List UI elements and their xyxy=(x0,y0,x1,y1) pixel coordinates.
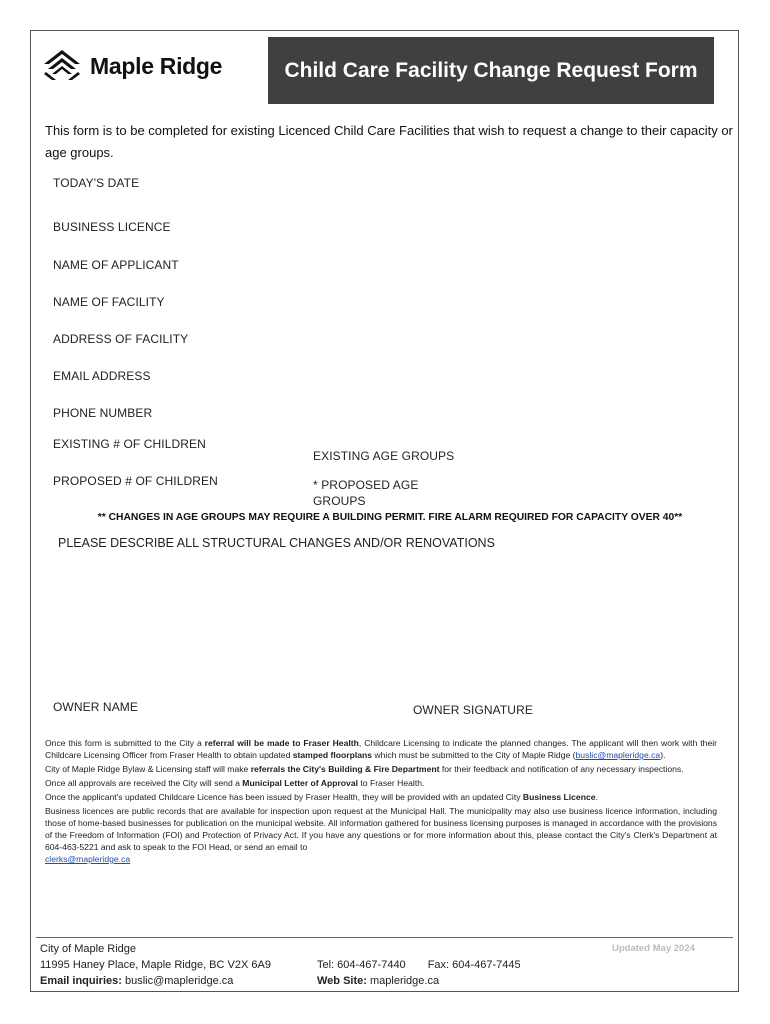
address-of-facility-label: ADDRESS OF FACILITY xyxy=(53,332,189,346)
name-of-facility-label: NAME OF FACILITY xyxy=(53,295,165,309)
name-of-applicant-label: NAME OF APPLICANT xyxy=(53,258,179,272)
footer-contact-block xyxy=(317,957,521,989)
owner-signature-label: OWNER SIGNATURE xyxy=(413,703,533,717)
footer-org: City of Maple Ridge xyxy=(40,943,136,955)
buslic-email-link[interactable]: buslic@mapleridge.ca xyxy=(575,750,661,760)
form-title: Child Care Facility Change Request Form xyxy=(268,37,714,104)
footer-address: 11995 Haney Place, Maple Ridge, BC V2X 6A9 xyxy=(40,959,271,971)
owner-name-label: OWNER NAME xyxy=(53,700,138,714)
describe-changes-label: PLEASE DESCRIBE ALL STRUCTURAL CHANGES AND/OR RENOVATIONS xyxy=(58,536,495,550)
footer-website: Web Site: mapleridge.ca xyxy=(317,975,440,987)
todays-date-label: TODAY'S DATE xyxy=(53,176,140,190)
existing-children-label: EXISTING # OF CHILDREN xyxy=(53,437,206,451)
note-departments: City of Maple Ridge Bylaw & Licensing staff will make referrals the City's Building & Fire Department for their feedback and notification of any necessary inspections. xyxy=(45,764,684,774)
maple-ridge-logo xyxy=(42,48,222,84)
proposed-children-label: PROPOSED # OF CHILDREN xyxy=(53,474,218,488)
footer-divider xyxy=(36,937,733,938)
note-referral: Once this form is submitted to the City a referral will be made to Fraser Health, Childcare Licensing to indicate the planned changes. The applicant will then work with their Childcare Licensing Officer from Fraser Health to obtain updated stamped floorplans which must be submitted to the City of Maple Ridge (buslic@mapleridge.ca). xyxy=(45,738,717,760)
note-licence: Once the applicant's updated Childcare Licence has been issued by Fraser Health, they will be provided with an updated City Business Licence. xyxy=(45,792,598,802)
footer-address-block xyxy=(40,941,271,989)
note-privacy: Business licences are public records that are available for inspection upon request at the Municipal Hall. The municipality may also use business licence information, including those of home-based businesses for publication on the municipal website. All information gathered for business licensing purposes is managed in accordance with the provisions of the Freedom of Information (FOI) and Protection of Privacy Act. If you have any questions or for more information about this, please contact the City's Clerk's Department at 604-463-5221 and ask to speak to the FOI Head, or send an email to clerks@mapleridge.ca xyxy=(45,806,717,864)
updated-date: Updated May 2024 xyxy=(612,943,695,954)
age-group-warning: ** CHANGES IN AGE GROUPS MAY REQUIRE A BUILDING PERMIT. FIRE ALARM REQUIRED FOR CAPACITY OVER 40** xyxy=(97,512,683,523)
note-approval: Once all approvals are received the City will send a Municipal Letter of Approval to Fraser Health. xyxy=(45,778,425,788)
mountain-logo-icon xyxy=(42,48,82,84)
footer-email: Email inquiries: buslic@mapleridge.ca xyxy=(40,975,234,987)
business-licence-label: BUSINESS LICENCE xyxy=(53,220,171,234)
phone-number-label: PHONE NUMBER xyxy=(53,406,153,420)
proposed-age-groups-label: * PROPOSED AGE GROUPS xyxy=(313,478,419,508)
intro-text: This form is to be completed for existing Licenced Child Care Facilities that wish to request a change to their capacity or age groups. xyxy=(45,123,733,160)
footer-phone: Tel: 604-467-7440 Fax: 604-467-7445 xyxy=(317,959,521,971)
email-address-label: EMAIL ADDRESS xyxy=(53,369,151,383)
logo-text: Maple Ridge xyxy=(90,52,223,79)
existing-age-groups-label: EXISTING AGE GROUPS xyxy=(313,449,455,463)
submission-notes xyxy=(45,737,717,867)
clerks-email-link[interactable]: clerks@mapleridge.ca xyxy=(45,854,131,864)
